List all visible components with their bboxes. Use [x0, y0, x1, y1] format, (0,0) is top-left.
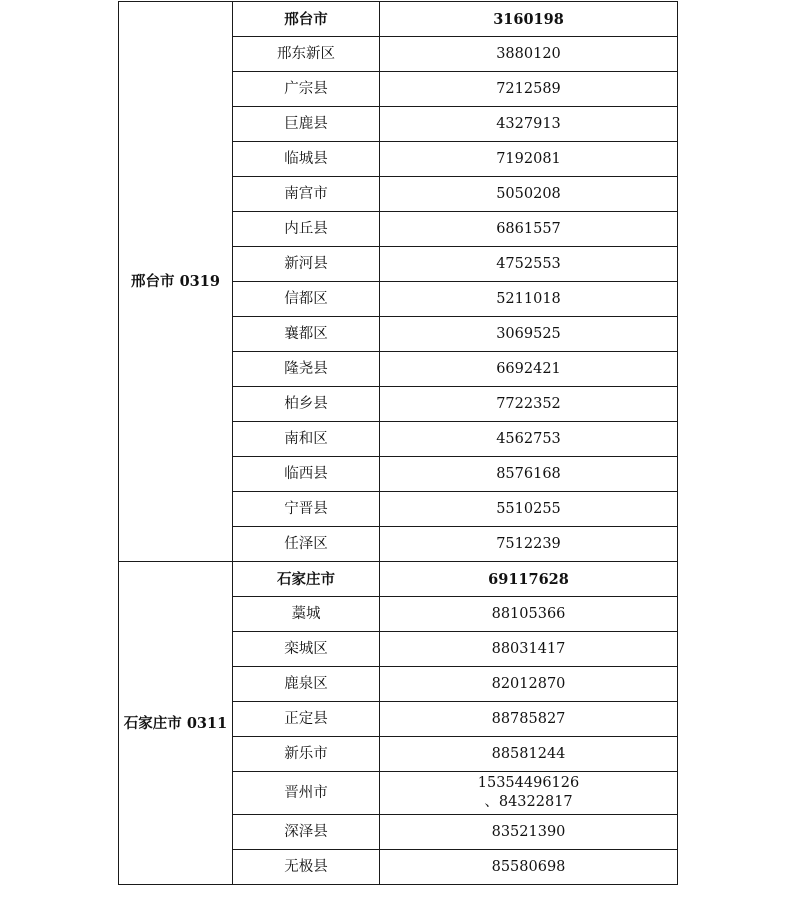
district-name-cell: 栾城区 [233, 632, 380, 667]
district-name-cell: 柏乡县 [233, 387, 380, 422]
district-name-cell: 广宗县 [233, 72, 380, 107]
phone-number-cell: 7212589 [380, 72, 678, 107]
district-name-cell: 新乐市 [233, 737, 380, 772]
phone-number-cell: 3160198 [380, 2, 678, 37]
phone-number-cell: 7722352 [380, 387, 678, 422]
phone-number-cell: 3069525 [380, 317, 678, 352]
district-name-cell: 无极县 [233, 850, 380, 885]
district-name-cell: 邢东新区 [233, 37, 380, 72]
phone-number-line: 15354496126 [477, 775, 580, 791]
district-name-cell: 临西县 [233, 457, 380, 492]
city-area-code-cell: 邢台市 0319 [119, 2, 233, 562]
city-area-code-cell: 石家庄市 0311 [119, 562, 233, 885]
phone-number-cell: 5050208 [380, 177, 678, 212]
district-name-cell: 石家庄市 [233, 562, 380, 597]
city-total-row [119, 562, 678, 597]
phone-number-cell: 4752553 [380, 247, 678, 282]
phone-number-cell [380, 772, 678, 815]
district-name-cell: 信都区 [233, 282, 380, 317]
district-name-cell: 宁晋县 [233, 492, 380, 527]
phone-number-line: 、84322817 [484, 794, 573, 810]
phone-number-cell: 83521390 [380, 815, 678, 850]
district-name-cell: 内丘县 [233, 212, 380, 247]
district-name-cell: 深泽县 [233, 815, 380, 850]
phone-number-cell: 85580698 [380, 850, 678, 885]
phone-number-cell: 82012870 [380, 667, 678, 702]
district-name-cell: 南和区 [233, 422, 380, 457]
phone-number-cell: 4327913 [380, 107, 678, 142]
district-name-cell: 任泽区 [233, 527, 380, 562]
phone-number-cell: 3880120 [380, 37, 678, 72]
district-name-cell: 隆尧县 [233, 352, 380, 387]
district-name-cell: 临城县 [233, 142, 380, 177]
phone-number-cell: 88105366 [380, 597, 678, 632]
district-name-cell: 鹿泉区 [233, 667, 380, 702]
city-total-row [119, 2, 678, 37]
district-name-cell: 邢台市 [233, 2, 380, 37]
phone-number-cell: 69117628 [380, 562, 678, 597]
phone-number-cell: 6861557 [380, 212, 678, 247]
phone-number-cell: 6692421 [380, 352, 678, 387]
district-name-cell: 南宫市 [233, 177, 380, 212]
phone-number-cell: 7192081 [380, 142, 678, 177]
phone-number-cell: 88031417 [380, 632, 678, 667]
district-name-cell: 正定县 [233, 702, 380, 737]
district-name-cell: 巨鹿县 [233, 107, 380, 142]
district-name-cell: 新河县 [233, 247, 380, 282]
phone-number-cell: 88785827 [380, 702, 678, 737]
phone-directory-table [118, 1, 678, 885]
district-name-cell: 藁城 [233, 597, 380, 632]
phone-number-cell: 7512239 [380, 527, 678, 562]
phone-number-cell: 8576168 [380, 457, 678, 492]
phone-number-cell: 5211018 [380, 282, 678, 317]
district-name-cell: 襄都区 [233, 317, 380, 352]
table-body [119, 2, 678, 885]
phone-number-cell: 4562753 [380, 422, 678, 457]
district-name-cell: 晋州市 [233, 772, 380, 815]
phone-number-cell: 88581244 [380, 737, 678, 772]
phone-number-cell: 5510255 [380, 492, 678, 527]
